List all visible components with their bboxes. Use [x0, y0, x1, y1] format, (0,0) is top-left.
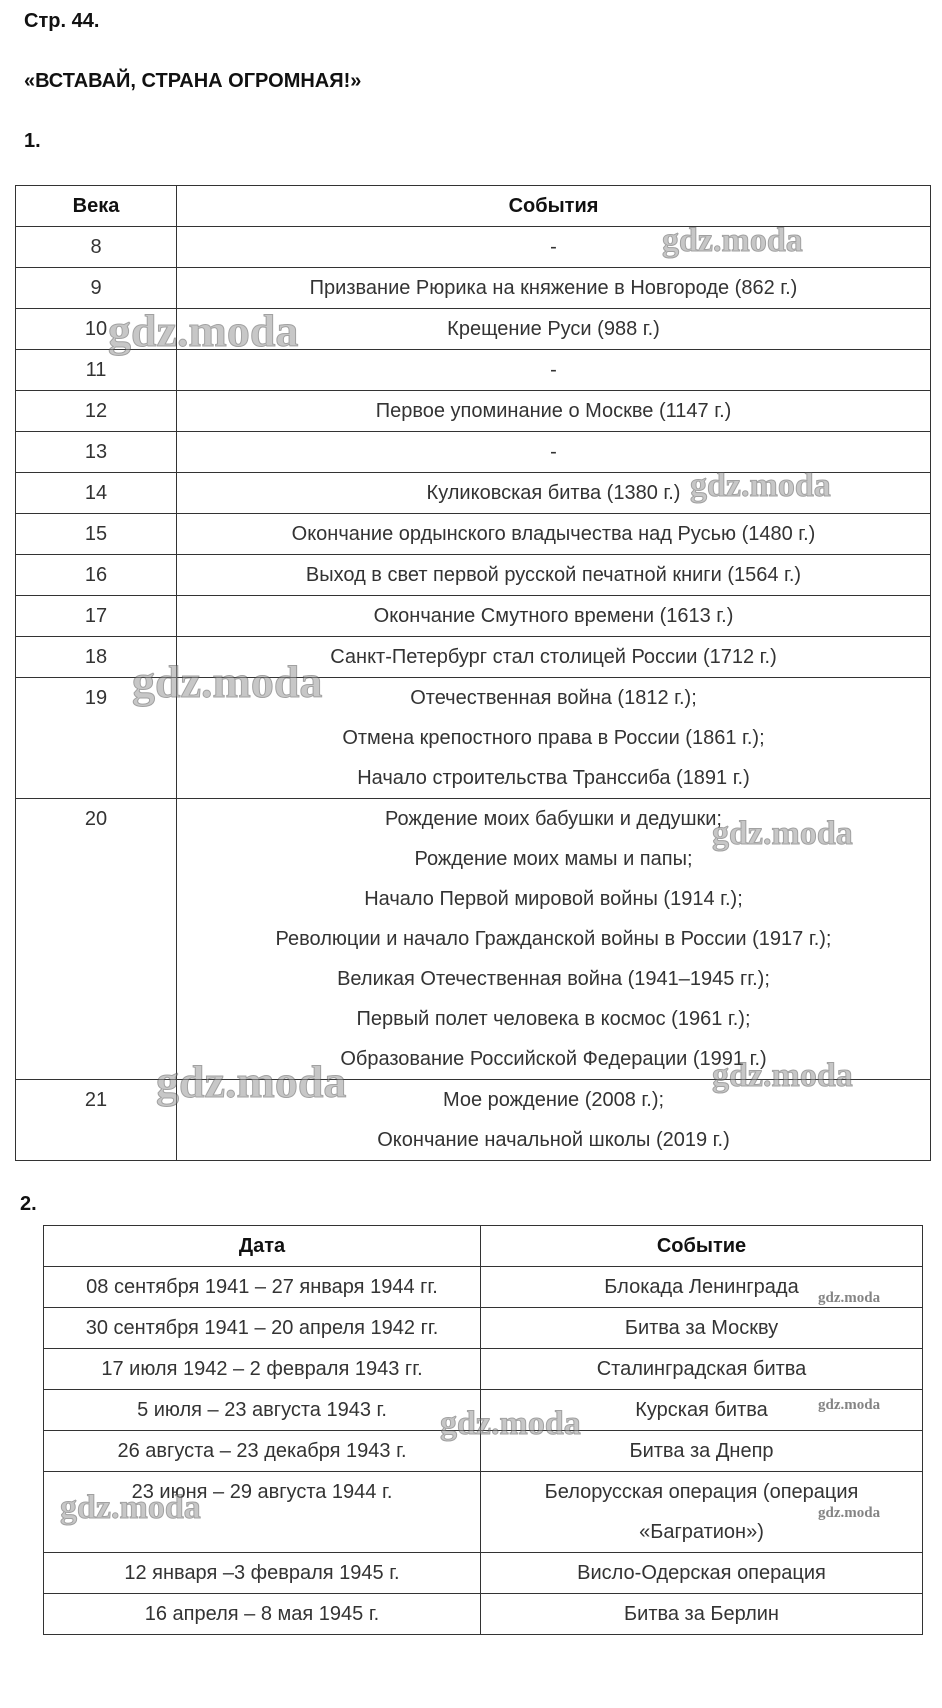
event-line: «Багратион»): [639, 1521, 764, 1543]
section-title: «ВСТАВАЙ, СТРАНА ОГРОМНАЯ!»: [24, 70, 362, 92]
events-cell: [177, 391, 931, 432]
century-cell: 8: [16, 227, 177, 268]
date-cell: 08 сентября 1941 – 27 января 1944 гг.: [44, 1267, 481, 1308]
table-row: [16, 391, 931, 432]
century-cell: 9: [16, 268, 177, 309]
watermark: gdz.moda: [60, 1489, 201, 1526]
table-row: [44, 1472, 923, 1553]
date-cell: 16 апреля – 8 мая 1945 г.: [44, 1594, 481, 1635]
event-line: Битва за Берлин: [624, 1603, 779, 1625]
date-cell: 17 июля 1942 – 2 февраля 1943 гг.: [44, 1349, 481, 1390]
event-line: Отмена крепостного права в России (1861 г.);: [342, 727, 765, 749]
table-row: [44, 1594, 923, 1635]
centuries-events-body: [16, 227, 931, 1161]
century-cell: 13: [16, 432, 177, 473]
battles-table: [43, 1225, 923, 1635]
event-line: Битва за Москву: [624, 1317, 779, 1339]
watermark: gdz.moda: [662, 222, 803, 259]
century-cell: 20: [16, 799, 177, 1080]
date-cell: 23 июня – 29 августа 1944 г.: [44, 1472, 481, 1553]
events-cell: [177, 268, 931, 309]
table-row: [16, 473, 931, 514]
event-cell: [481, 1431, 923, 1472]
event-cell: [481, 1267, 923, 1308]
events-cell: [177, 432, 931, 473]
date-cell: 12 января –3 февраля 1945 г.: [44, 1553, 481, 1594]
watermark: gdz.moda: [818, 1505, 881, 1521]
task2-number: 2.: [20, 1193, 37, 1215]
table-row: [16, 350, 931, 391]
event-line: Образование Российской Федерации (1991 г.): [340, 1048, 767, 1070]
table-row: [44, 1349, 923, 1390]
event-line: Начало Первой мировой войны (1914 г.);: [364, 888, 743, 910]
century-cell: 10: [16, 309, 177, 350]
table-row: [16, 555, 931, 596]
watermark: gdz.moda: [712, 1057, 853, 1094]
table-row: [44, 1267, 923, 1308]
century-cell: 19: [16, 678, 177, 799]
events-cell: [177, 1080, 931, 1161]
watermark: gdz.moda: [712, 815, 853, 852]
century-cell: 14: [16, 473, 177, 514]
event-line: Окончание Смутного времени (1613 г.): [373, 605, 734, 627]
event-line: Окончание ордынского владычества над Русью (1480 г.): [291, 523, 816, 545]
event-line: Блокада Ленинграда: [604, 1276, 799, 1298]
event-cell: [481, 1349, 923, 1390]
event-line: Отечественная война (1812 г.);: [410, 687, 697, 709]
event-line: Великая Отечественная война (1941–1945 гг.);: [337, 968, 770, 990]
watermark: gdz.moda: [156, 1056, 347, 1107]
event-line: Битва за Днепр: [629, 1440, 774, 1462]
table-row: [16, 596, 931, 637]
table-row: [16, 514, 931, 555]
events-cell: [177, 473, 931, 514]
date-cell: 30 сентября 1941 – 20 апреля 1942 гг.: [44, 1308, 481, 1349]
event-line: Крещение Руси (988 г.): [447, 318, 660, 340]
event-line: -: [550, 441, 557, 463]
table-header-row: [16, 186, 931, 227]
table-row: [16, 432, 931, 473]
table-row: [44, 1308, 923, 1349]
watermark: gdz.moda: [818, 1397, 881, 1413]
event-cell: [481, 1553, 923, 1594]
events-cell: [177, 596, 931, 637]
events-cell: [177, 227, 931, 268]
event-cell: [481, 1308, 923, 1349]
event-line: Окончание начальной школы (2019 г.): [377, 1129, 730, 1151]
battles-body: [44, 1267, 923, 1635]
century-cell: 15: [16, 514, 177, 555]
event-cell: [481, 1390, 923, 1431]
event-line: Курская битва: [635, 1399, 768, 1421]
table-row: [16, 227, 931, 268]
century-cell: 17: [16, 596, 177, 637]
header-date: Дата: [44, 1226, 481, 1267]
events-cell: [177, 637, 931, 678]
century-cell: 18: [16, 637, 177, 678]
event-line: Призвание Рюрика на княжение в Новгороде (862 г.): [309, 277, 798, 299]
event-line: -: [550, 236, 557, 258]
event-line: Рождение моих мамы и папы;: [414, 848, 693, 870]
table-header-row: [44, 1226, 923, 1267]
table-row: [44, 1390, 923, 1431]
event-line: Первое упоминание о Москве (1147 г.): [375, 400, 732, 422]
events-cell: [177, 555, 931, 596]
watermark: gdz.moda: [440, 1405, 581, 1442]
century-cell: 16: [16, 555, 177, 596]
date-cell: 5 июля – 23 августа 1943 г.: [44, 1390, 481, 1431]
date-cell: 26 августа – 23 декабря 1943 г.: [44, 1431, 481, 1472]
watermark: gdz.moda: [132, 656, 323, 707]
page-label: Стр. 44.: [24, 10, 100, 32]
event-line: Белорусская операция (операция: [544, 1481, 859, 1503]
event-line: Сталинградская битва: [596, 1358, 807, 1380]
event-line: -: [550, 359, 557, 381]
century-cell: 21: [16, 1080, 177, 1161]
table-row: [16, 678, 931, 799]
event-line: Начало строительства Транссиба (1891 г.): [357, 767, 750, 789]
century-cell: 11: [16, 350, 177, 391]
task1-number: 1.: [24, 130, 41, 152]
event-line: Выход в свет первой русской печатной книги (1564 г.): [305, 564, 802, 586]
watermark: gdz.moda: [108, 305, 299, 356]
table-row: [16, 268, 931, 309]
watermark: gdz.moda: [690, 467, 831, 504]
events-cell: [177, 350, 931, 391]
table-row: [16, 309, 931, 350]
event-line: Мое рождение (2008 г.);: [442, 1089, 665, 1111]
table-row: [16, 799, 931, 1080]
table-row: [44, 1431, 923, 1472]
table-row: [44, 1553, 923, 1594]
event-line: Революции и начало Гражданской войны в России (1917 г.);: [275, 928, 832, 950]
table-row: [16, 1080, 931, 1161]
centuries-events-table: [15, 185, 931, 1161]
events-cell: [177, 309, 931, 350]
event-cell: [481, 1472, 923, 1553]
watermark: gdz.moda: [818, 1290, 881, 1306]
event-line: Санкт-Петербург стал столицей России (1712 г.): [330, 646, 777, 668]
event-line: Рождение моих бабушки и дедушки;: [385, 808, 722, 830]
events-cell: [177, 799, 931, 1080]
event-line: Куликовская битва (1380 г.): [426, 482, 681, 504]
events-cell: [177, 514, 931, 555]
event-cell: [481, 1594, 923, 1635]
century-cell: 12: [16, 391, 177, 432]
header-event: Событие: [481, 1226, 923, 1267]
event-line: Первый полет человека в космос (1961 г.);: [356, 1008, 751, 1030]
header-events: События: [177, 186, 931, 227]
event-line: Висло-Одерская операция: [577, 1562, 826, 1584]
table-row: [16, 637, 931, 678]
events-cell: [177, 678, 931, 799]
header-age: Века: [16, 186, 177, 227]
